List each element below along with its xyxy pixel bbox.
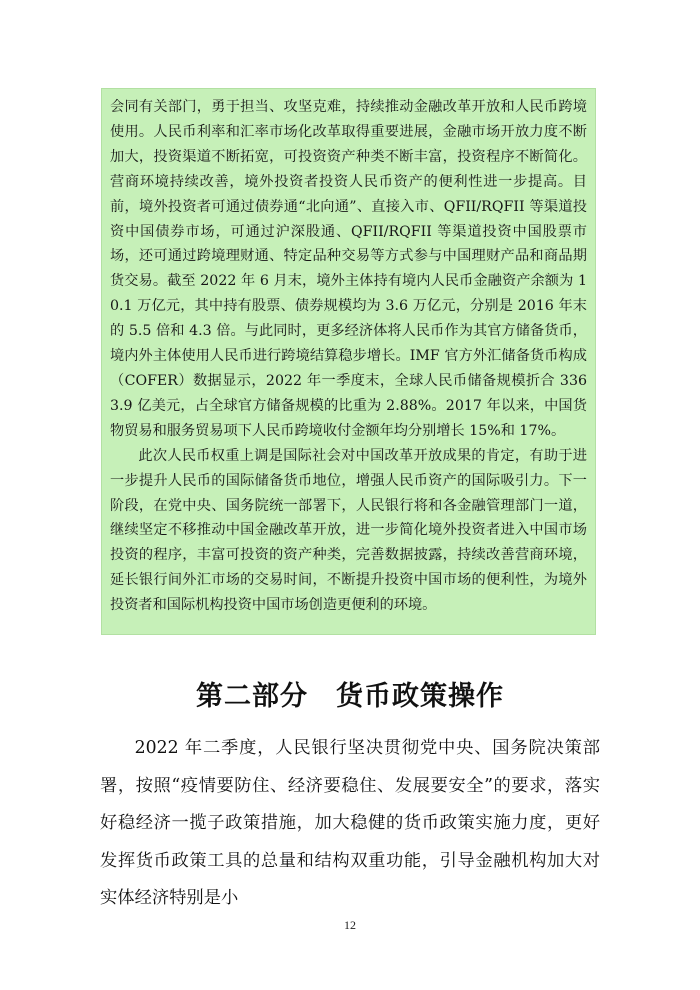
page-number: 12 bbox=[344, 918, 356, 932]
section-body-paragraph: 2022 年二季度，人民银行坚决贯彻党中央、国务院决策部署，按照“疫情要防住、经济要稳住、发展要安全”的要求，落实好稳经济一揽子政策措施，加大稳健的货币政策实施力度，更好发挥货币政策工具的总量和结构双重功能，引导金融机构加大对实体经济特别是小 bbox=[100, 738, 600, 908]
highlighted-text-block bbox=[101, 88, 596, 635]
highlight-paragraph-2: 此次人民币权重上调是国际社会对中国改革开放成果的肯定，有助于进一步提升人民币的国际储备货币地位，增强人民币资产的国际吸引力。下一阶段，在党中央、国务院统一部署下，人民银行将和各金融管理部门一道，继续坚定不移推动中国金融改革开放，进一步简化境外投资者进入中国市场投资的程序，丰富可投资的资产种类，完善数据披露，持续改善营商环境，延长银行间外汇市场的交易时间，不断提升投资中国市场的便利性，为境外投资者和国际机构投资中国市场创造更便利的环境。 bbox=[110, 447, 587, 614]
highlight-paragraph-1: 会同有关部门，勇于担当、攻坚克难，持续推动金融改革开放和人民币跨境使用。人民币利率和汇率市场化改革取得重要进展，金融市场开放力度不断加大，投资渠道不断拓宽，可投资资产种类不断丰富，投资程序不断简化。营商环境持续改善，境外投资者投资人民币资产的便利性进一步提高。目前，境外投资者可通过债券通“北向通”、直接入市、QFII/RQFII 等渠道投资中国债券市场，可通过沪深股通、QFII/RQFII 等渠道投资中国股票市场，还可通过跨境理财通、特定品种交易等方式参与中国理财产品和商品期货交易。截至 2022 年 6 月末，境外主体持有境内人民币金融资产余额为 10.1 万亿元，其中持有股票、债券规模均为 3.6 万亿元，分别是 2016 年末的 5.5 倍和 4.3 倍。与此同时，更多经济体将人民币作为其官方储备货币，境内外主体使用人民币进行跨境结算稳步增长。IMF 官方外汇储备货币构成（COFER）数据显示，2022 年一季度末，全球人民币储备规模折合 3363.9 亿美元，占全球官方储备规模的比重为 2.88%。2017 年以来，中国货物贸易和服务贸易项下人民币跨境收付金额年均分别增长 15%和 17%。 bbox=[110, 99, 587, 439]
section-heading: 第二部分 货币政策操作 bbox=[196, 681, 504, 712]
